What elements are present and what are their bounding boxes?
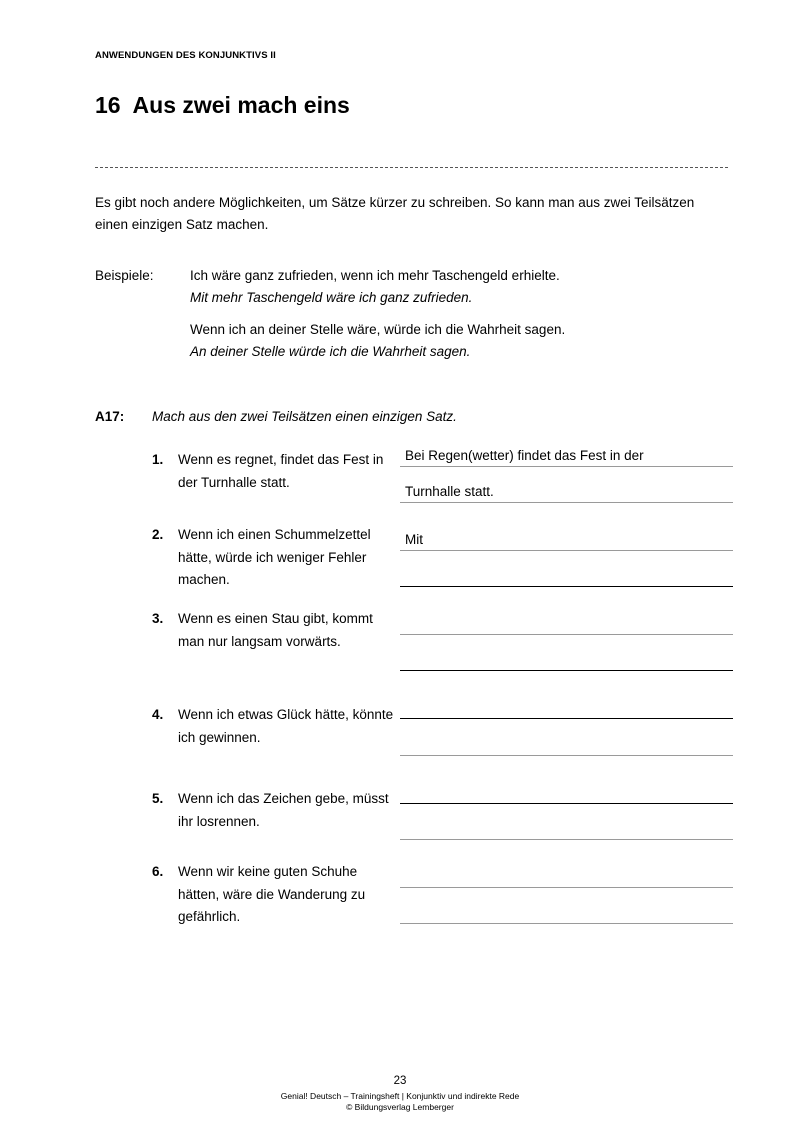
exercise-1-answer-2[interactable]: Turnhalle statt. [405, 484, 494, 499]
exercise-4-text: Wenn ich etwas Glück hätte, könnte ich gewinnen. [178, 707, 394, 745]
exercise-6-answer-line-2[interactable] [400, 923, 733, 924]
exercise-5-answer-line-1[interactable] [400, 803, 733, 804]
exercise-1-answer-line-2[interactable] [400, 502, 733, 503]
exercise-3-answer-line-2[interactable] [400, 670, 733, 671]
exercise-5-number: 5. [152, 791, 164, 806]
exercise-6-answer-line-1[interactable] [400, 887, 733, 888]
exercise-1-text: Wenn es regnet, findet das Fest in der Turnhalle statt. [178, 452, 384, 490]
dashed-divider [95, 167, 728, 168]
exercise-3-text: Wenn es einen Stau gibt, kommt man nur langsam vorwärts. [178, 611, 373, 649]
exercise-6-number: 6. [152, 864, 164, 879]
page-title [95, 92, 350, 119]
exercise-2-number: 2. [152, 527, 164, 542]
example-2-sentence: Wenn ich an deiner Stelle wäre, würde ich die Wahrheit sagen. [190, 322, 566, 337]
example-1-sentence: Ich wäre ganz zufrieden, wenn ich mehr Taschengeld erhielte. [190, 268, 560, 283]
title-number: 16 [95, 92, 121, 118]
exercise-2-answer-1[interactable]: Mit [405, 532, 423, 547]
exercise-1-answer-line-1[interactable] [400, 466, 733, 467]
exercise-2-answer-line-2[interactable] [400, 586, 733, 587]
intro-paragraph: Es gibt noch andere Möglichkeiten, um Sätze kürzer zu schreiben. So kann man aus zwei Teilsätzen einen einzigen Satz machen. [95, 195, 695, 232]
section-header: ANWENDUNGEN DES KONJUNKTIVS II [95, 50, 276, 61]
examples-label: Beispiele: [95, 268, 154, 283]
footer-book-title: Genial! Deutsch – Trainingsheft | Konjunktiv und indirekte Rede [280, 1091, 520, 1101]
task-label: A17: [95, 409, 125, 424]
exercise-4-number: 4. [152, 707, 164, 722]
exercise-5-answer-line-2[interactable] [400, 839, 733, 840]
title-text: Aus zwei mach eins [132, 92, 350, 118]
exercise-1-answer-1[interactable]: Bei Regen(wetter) findet das Fest in der [405, 448, 644, 463]
page-number: 23 [393, 1075, 407, 1087]
footer-copyright: © Bildungsverlag Lemberger [346, 1102, 454, 1112]
exercise-2-text: Wenn ich einen Schummelzettel hätte, würde ich weniger Fehler machen. [178, 527, 371, 587]
exercise-1-number: 1. [152, 452, 164, 467]
example-1-rewrite: Mit mehr Taschengeld wäre ich ganz zufrieden. [190, 290, 473, 305]
example-2-rewrite: An deiner Stelle würde ich die Wahrheit sagen. [190, 344, 471, 359]
exercise-4-answer-line-2[interactable] [400, 755, 733, 756]
exercise-2-answer-line-1[interactable] [400, 550, 733, 551]
exercise-5-text: Wenn ich das Zeichen gebe, müsst ihr losrennen. [178, 791, 389, 829]
exercise-3-number: 3. [152, 611, 164, 626]
exercise-4-answer-line-1[interactable] [400, 718, 733, 719]
task-instruction: Mach aus den zwei Teilsätzen einen einzigen Satz. [152, 409, 457, 424]
exercise-6-text: Wenn wir keine guten Schuhe hätten, wäre die Wanderung zu gefährlich. [178, 864, 366, 924]
exercise-3-answer-line-1[interactable] [400, 634, 733, 635]
